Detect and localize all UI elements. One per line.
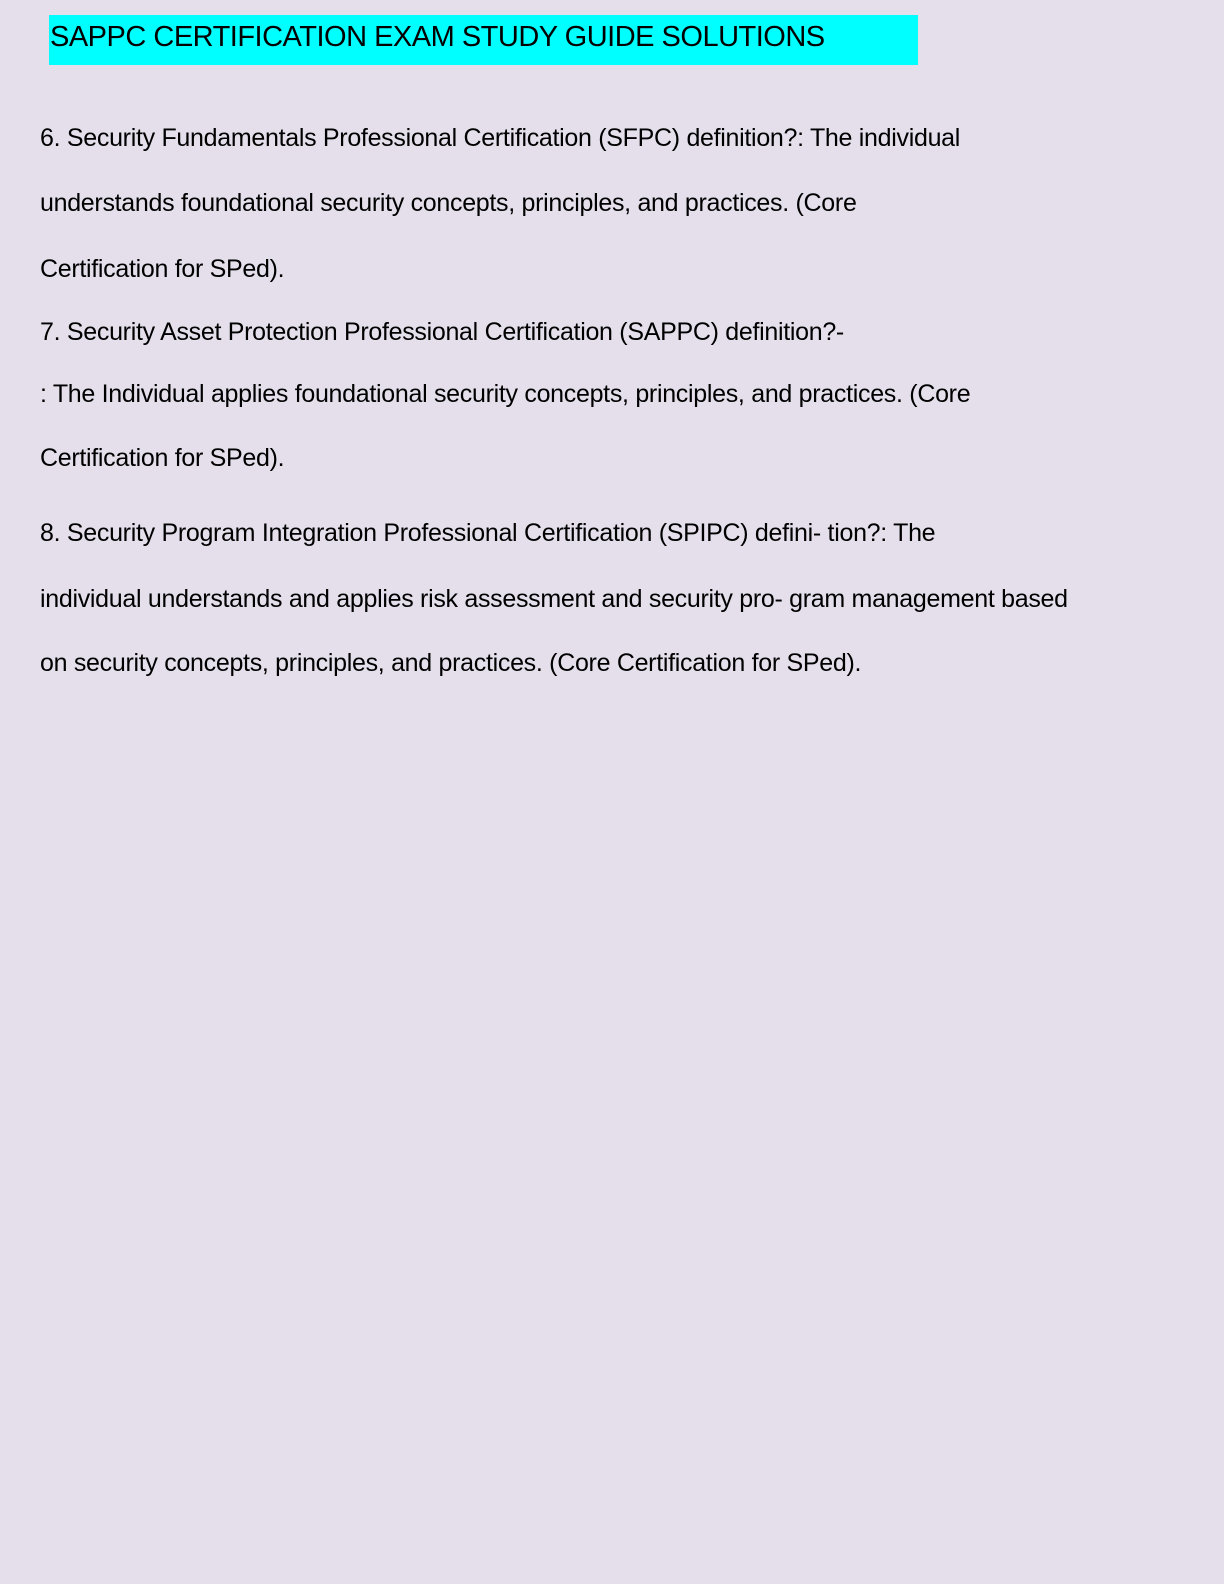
item-7-line-1: 7. Security Asset Protection Professional Certification (SAPPC) definition?- xyxy=(40,318,844,346)
item-8-line-1: 8. Security Program Integration Professional Certification (SPIPC) defini- tion?: The xyxy=(40,519,936,547)
item-6-line-1: 6. Security Fundamentals Professional Certification (SFPC) definition?: The individual xyxy=(40,124,961,152)
item-7-line-2: : The Individual applies foundational security concepts, principles, and practices. (Core xyxy=(40,380,971,408)
page-title: SAPPC CERTIFICATION EXAM STUDY GUIDE SOLUTIONS xyxy=(50,21,825,53)
item-8-line-2: individual understands and applies risk assessment and security pro- gram management based xyxy=(40,585,1068,613)
item-8-line-3: on security concepts, principles, and practices. (Core Certification for SPed). xyxy=(40,649,862,677)
item-6-line-2: understands foundational security concepts, principles, and practices. (Core xyxy=(40,189,857,217)
item-7-line-3: Certification for SPed). xyxy=(40,444,285,472)
item-6-line-3: Certification for SPed). xyxy=(40,255,285,283)
